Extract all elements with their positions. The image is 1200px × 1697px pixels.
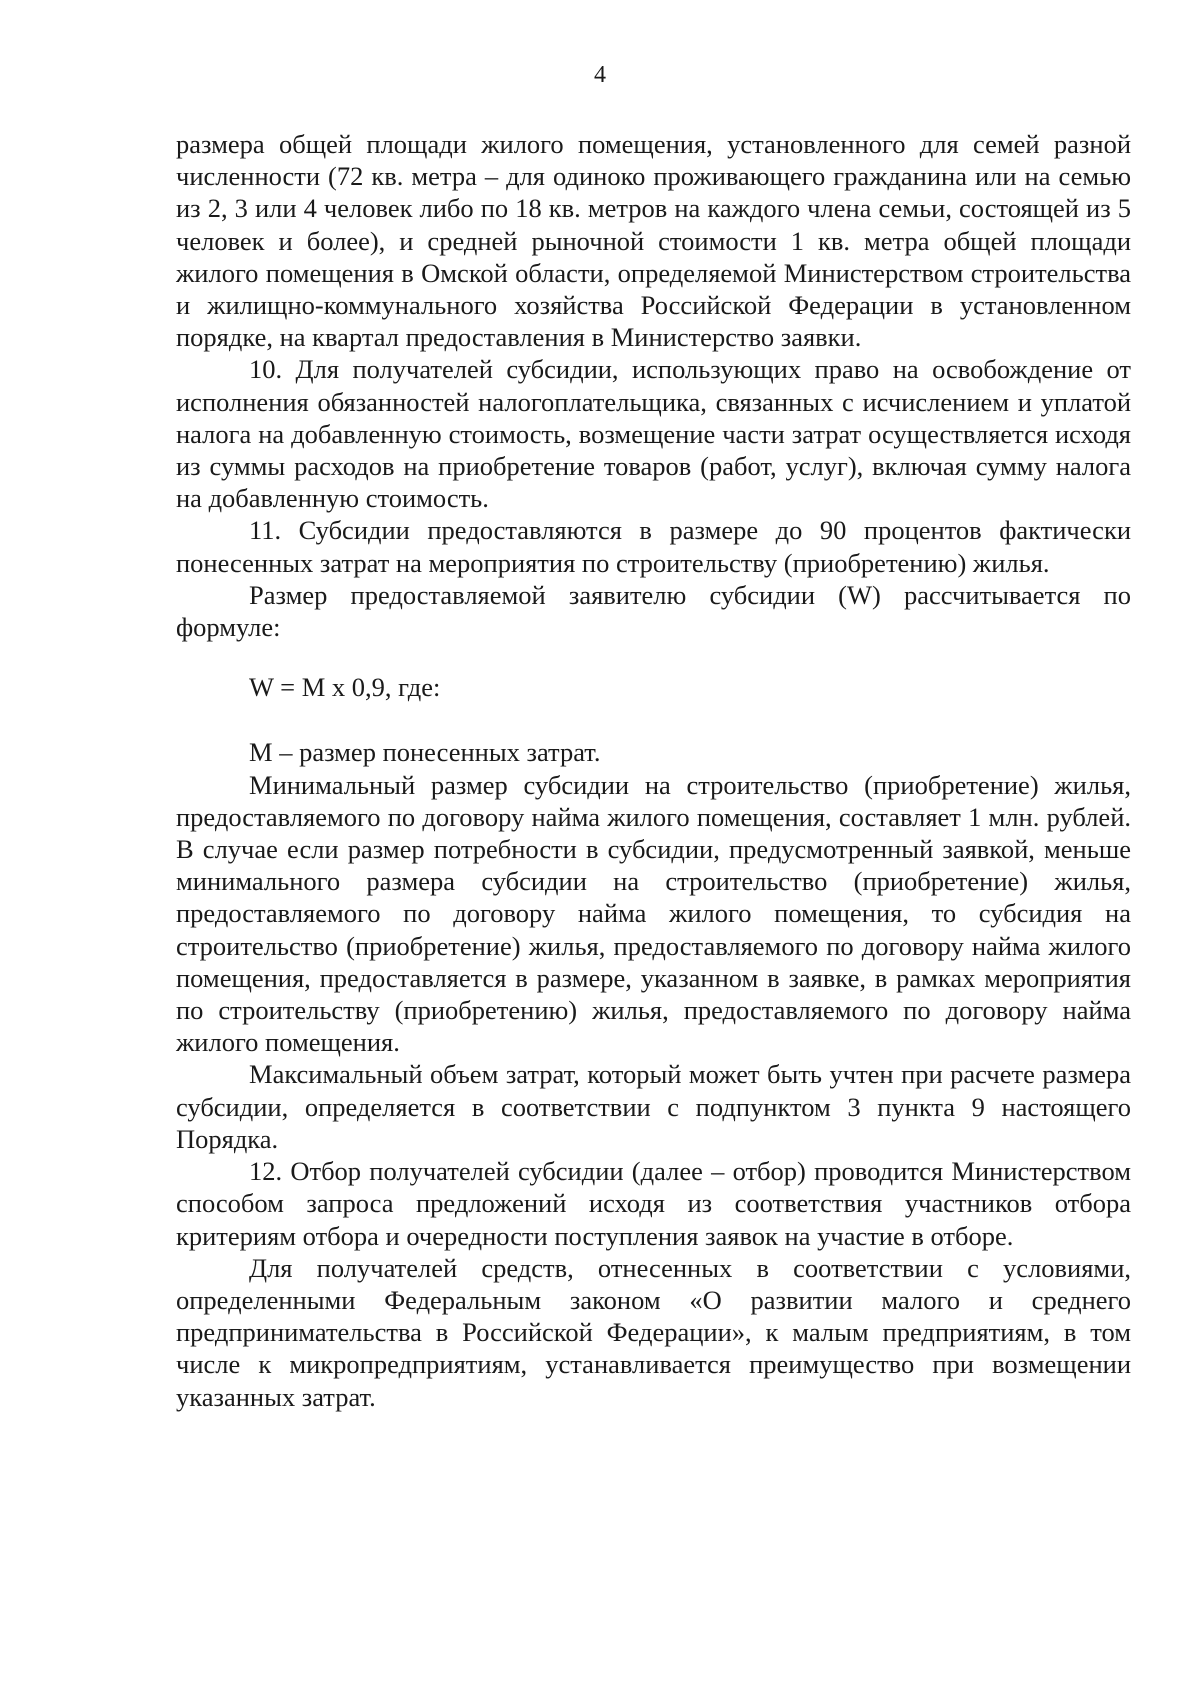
paragraph-small-business: Для получателей средств, отнесенных в соответствии с условиями, определенными Федеральным законом «О развитии малого и среднего предпринимательства в Российской Федерации», к малым предприятиям, в том числе к микропредприятиям, устанавливается преимущество при возмещении указанных затрат.	[176, 1252, 1131, 1412]
paragraph-maximum-costs: Максимальный объем затрат, который может быть учтен при расчете размера субсидии, определяется в соответствии с подпунктом 3 пункта 9 настоящего Порядка.	[176, 1059, 1131, 1154]
paragraph-item-12: 12. Отбор получателей субсидии (далее – отбор) проводится Министерством способом запроса предложений исходя из соответствия участников отбора критериям отбора и очередности поступления заявок на участие в отборе.	[176, 1156, 1131, 1251]
formula: W = M x 0,9, где:	[249, 672, 441, 703]
paragraph-formula-intro: Размер предоставляемой заявителю субсидии (W) рассчитывается по формуле:	[176, 579, 1131, 643]
paragraph-item-11: 11. Субсидии предоставляются в размере до 90 процентов фактически понесенных затрат на мероприятия по строительству (приобретению) жилья.	[176, 515, 1131, 578]
page-number: 4	[594, 62, 606, 88]
paragraph-minimum-subsidy: Минимальный размер субсидии на строительство (приобретение) жилья, предоставляемого по договору найма жилого помещения, составляет 1 млн. рублей. В случае если размер потребности в субсидии, предусмотренный заявкой, меньше минимального размера субсидии на строительство (приобретение) жилья, предоставляемого по договору найма жилого помещения, то субсидия на строительство (приобретение) жилья, предоставляемого по договору найма жилого помещения, предоставляется в размере, указанном в заявке, в рамках мероприятия по строительству (приобретению) жилья, предоставляемого по договору найма жилого помещения.	[176, 769, 1131, 1058]
formula-definition: M – размер понесенных затрат.	[249, 737, 601, 768]
document-body	[176, 128, 1131, 1413]
paragraph-item-10: 10. Для получателей субсидии, использующих право на освобождение от исполнения обязанностей налогоплательщика, связанных с исчислением и уплатой налога на добавленную стоимость, возмещение части затрат осуществляется исходя из суммы расходов на приобретение товаров (работ, услуг), включая сумму налога на добавленную стоимость.	[176, 354, 1131, 514]
paragraph-continuation: размера общей площади жилого помещения, установленного для семей разной численности (72 кв. метра – для одиноко проживающего гражданина или на семью из 2, 3 или 4 человек либо по 18 кв. метров на каждого члена семьи, состоящей из 5 человек и более), и средней рыночной стоимости 1 кв. метра общей площади жилого помещения в Омской области, определяемой Министерством строительства и жилищно-коммунального хозяйства Российской Федерации в установленном порядке, на квартал предоставления в Министерство заявки.	[176, 129, 1131, 353]
